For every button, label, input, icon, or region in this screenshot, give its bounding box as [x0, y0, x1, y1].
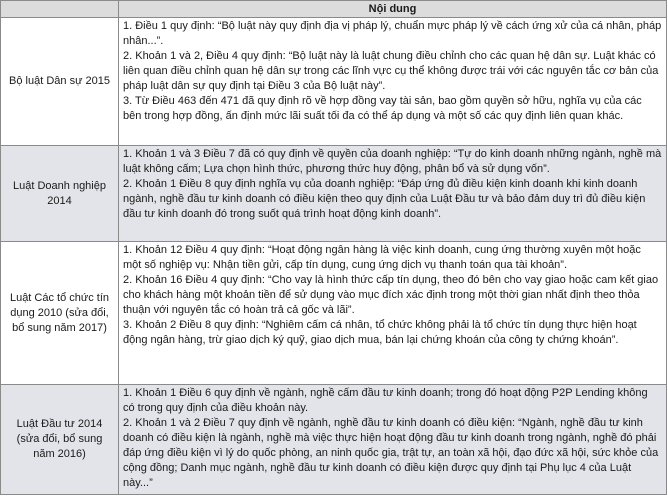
content-item: 3. Khoản 2 Điều 8 quy định: “Nghiêm cấm cá nhân, tổ chức không phải là tổ chức tín dụng thực hiện hoạt động ngân hàng, trừ giao dịch ký quỹ, giao dịch mua, bán lại chứng khoán của công ty chứng khoán”.: [123, 319, 637, 346]
table-row: [1, 385, 667, 495]
content-item: 1. Khoản 12 Điều 4 quy định: “Hoạt động ngân hàng là việc kinh doanh, cung ứng thường xuyên một hoặc một số nghiệp vụ: Nhận tiền gửi, cấp tín dụng, cung ứng dịch vụ thanh toán qua tài khoản”.: [123, 244, 641, 271]
content-item: 2. Khoản 1 và 2, Điều 4 quy định: “Bộ luật này là luật chung điều chỉnh cho các quan hệ dân sự. Luật khác có liên quan điều chỉnh quan hệ dân sự trong các lĩnh vực cụ thể không được trái với các nguyên tắc cơ bản của pháp luật dân sự quy định tại Điều 3 của Bộ luật này”.: [123, 50, 659, 92]
law-name-cell: Bộ luật Dân sự 2015: [1, 18, 119, 146]
law-name-cell: Luật Doanh nghiệp 2014: [1, 146, 119, 242]
content-item: 1. Điều 1 quy định: “Bộ luật này quy định địa vị pháp lý, chuẩn mực pháp lý về cách ứng xử của cá nhân, pháp nhân...”.: [123, 20, 662, 47]
content-cell: [119, 18, 667, 146]
content-item: 2. Khoản 1 Điều 8 quy định nghĩa vụ của doanh nghiệp: “Đáp ứng đủ điều kiện kinh doanh khi kinh doanh ngành, nghề đầu tư kinh doanh có điều kiện theo quy định của Luật Đầu tư và bảo đảm duy trì đủ điều kiện đầu tư kinh doanh đó trong suốt quá trình hoạt động kinh doanh”.: [123, 178, 646, 220]
content-item: 3. Từ Điều 463 đến 471 đã quy định rõ về hợp đồng vay tài sản, bao gồm quyền sở hữu, nghĩa vụ của các bên trong hợp đồng, ấn định mức lãi suất tối đa có thể áp dụng và một số các quy định liên quan khác.: [123, 95, 642, 122]
law-name-cell: Luật Đầu tư 2014 (sửa đổi, bổ sung năm 2016): [1, 385, 119, 495]
law-name-cell: Luật Các tổ chức tín dụng 2010 (sửa đổi, bổ sung năm 2017): [1, 242, 119, 385]
content-item: 2. Khoản 16 Điều 4 quy định: “Cho vay là hình thức cấp tín dụng, theo đó bên cho vay giao hoặc cam kết giao cho khách hàng một khoản tiền để sử dụng vào mục đích xác định trong một thời gian nhất định theo thỏa thuận với nguyên tắc có hoàn trả cả gốc và lãi”.: [123, 274, 659, 316]
table-row: [1, 146, 667, 242]
table-row: [1, 242, 667, 385]
content-cell: [119, 146, 667, 242]
header-content-cell: Nội dung: [119, 1, 667, 18]
table-row: [1, 18, 667, 146]
content-cell: [119, 242, 667, 385]
table-header-row: [1, 1, 667, 18]
content-cell: [119, 385, 667, 495]
content-item: 1. Khoản 1 Điều 6 quy định về ngành, nghề cấm đầu tư kinh doanh; trong đó hoạt động P2P Lending không có trong quy định của điều khoản này.: [123, 387, 648, 414]
content-item: 2. Khoản 1 và 2 Điều 7 quy định về ngành, nghề đầu tư kinh doanh có điều kiện: “Ngành, nghề đầu tư kinh doanh có điều kiện là ngành, nghề mà việc thực hiện hoạt động đầu tư kinh doanh trong ngành, nghề đó phải đáp ứng điều kiện vì lý do quốc phòng, an ninh quốc gia, trật tự, an toàn xã hội, đạo đức xã hội, sức khỏe của cộng đồng; Danh mục ngành, nghề đầu tư kinh doanh có điều kiện được quy định tại Phụ lục 4 của Luật này...”: [123, 417, 659, 489]
header-law-cell: [1, 1, 119, 18]
content-item: 1. Khoản 1 và 3 Điều 7 đã có quy định về quyền của doanh nghiệp: “Tự do kinh doanh những ngành, nghề mà luật không cấm; Lựa chọn hình thức, phương thức huy động, phân bổ và sử dụng vốn”.: [123, 148, 662, 175]
